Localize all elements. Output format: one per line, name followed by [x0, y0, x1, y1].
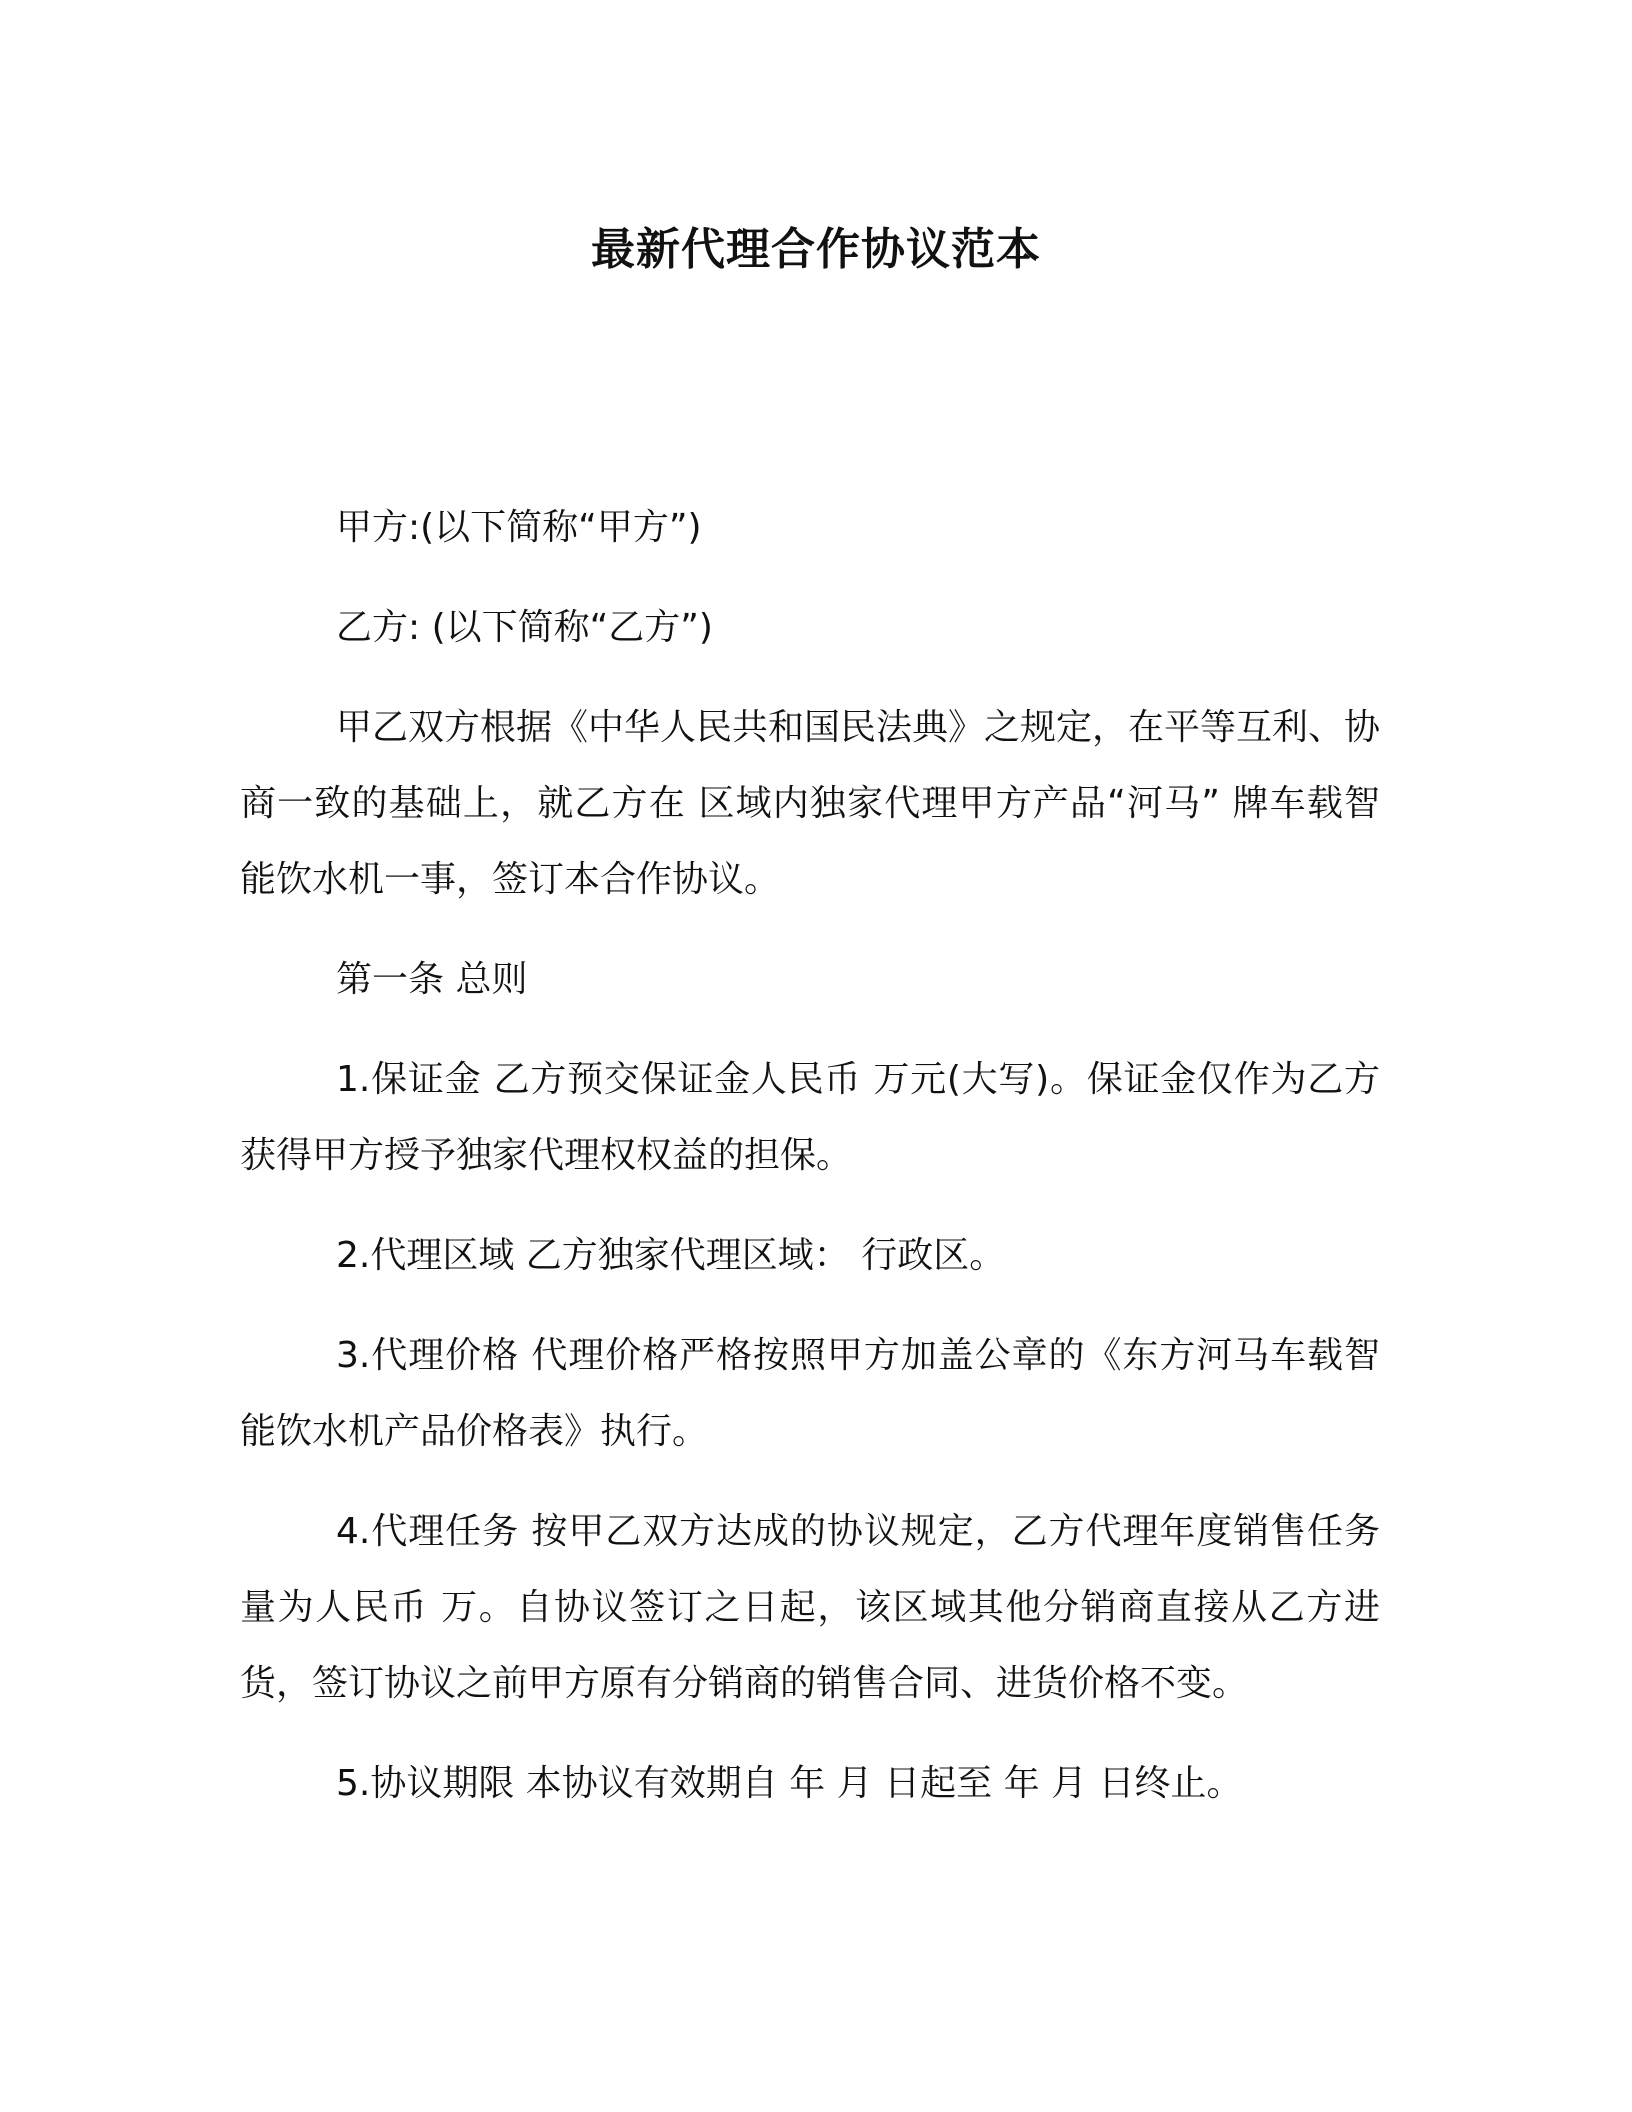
clause-deposit: 1.保证金 乙方预交保证金人民币 万元(大写)。保证金仅作为乙方获得甲方授予独家代理权权益的担保。 — [240, 1059, 1380, 1176]
preamble-paragraph: 甲乙双方根据《中华人民共和国民法典》之规定，在平等互利、协商一致的基础上，就乙方在 区域内独家代理甲方产品“河马” 牌车载智能饮水机一事，签订本合作协议。 — [240, 707, 1381, 900]
party-a-line: 甲方:(以下简称“甲方”) — [336, 507, 702, 548]
clause-region: 2.代理区域 乙方独家代理区域： 行政区。 — [336, 1235, 1006, 1276]
clause-term: 5.协议期限 本协议有效期自 年 月 日起至 年 月 日终止。 — [336, 1763, 1243, 1804]
party-b-line: 乙方: (以下简称“乙方”) — [336, 607, 713, 648]
document-body — [240, 490, 1380, 1846]
clause-price: 3.代理价格 代理价格严格按照甲方加盖公章的《东方河马车载智能饮水机产品价格表》执行。 — [240, 1335, 1380, 1452]
document-title: 最新代理合作协议范本 — [591, 224, 1041, 275]
clause-task: 4.代理任务 按甲乙双方达成的协议规定，乙方代理年度销售任务量为人民币 万。自协议签订之日起，该区域其他分销商直接从乙方进货，签订协议之前甲方原有分销商的销售合同、进货价格不变。 — [240, 1511, 1380, 1704]
article-heading: 第一条 总则 — [336, 959, 528, 1000]
